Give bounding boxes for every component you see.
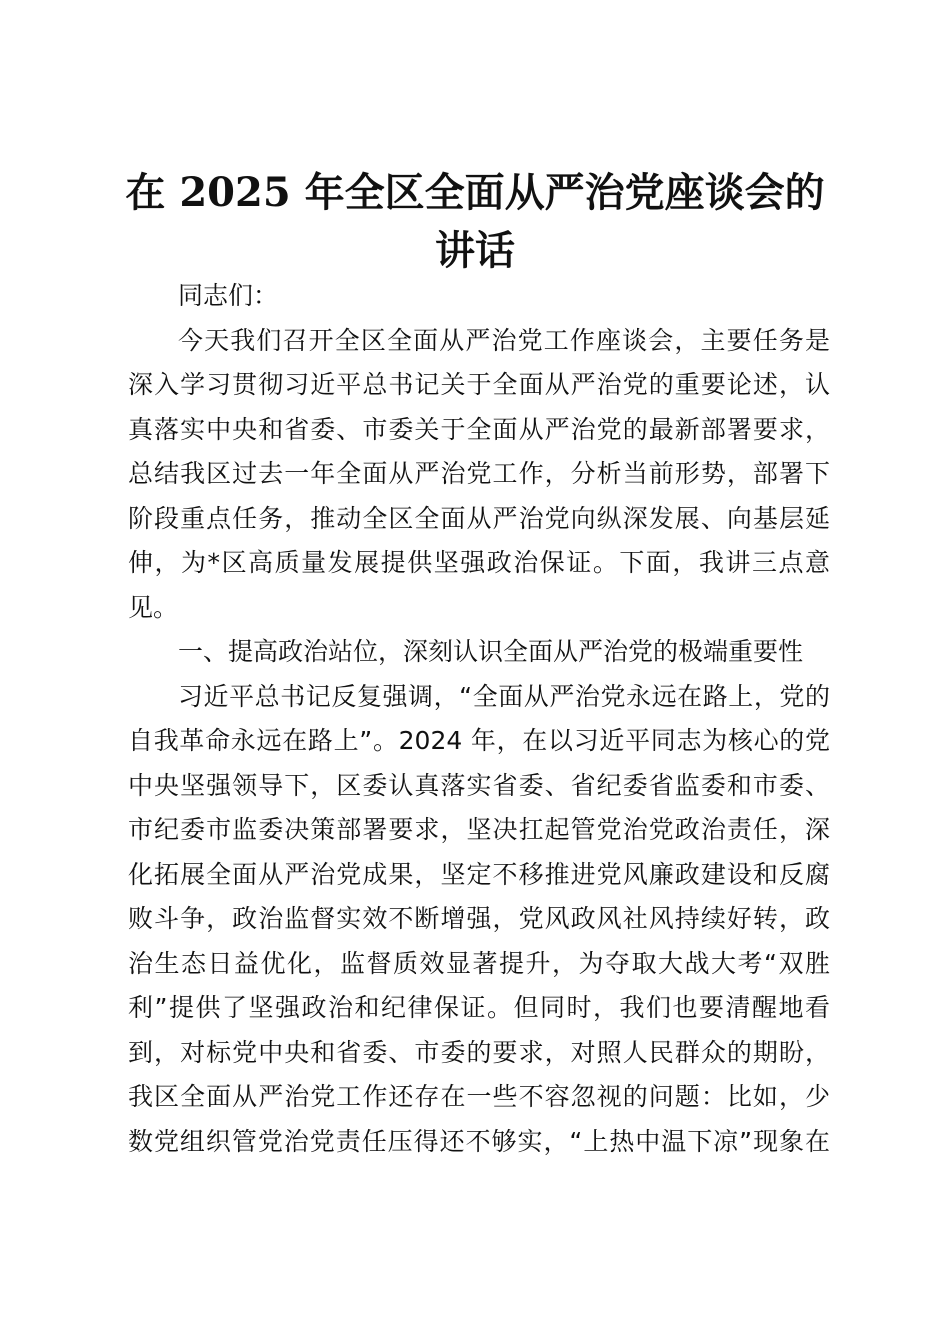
body-line: 真落实中央和省委、市委关于全面从严治党的最新部署要求， [128,414,830,444]
document-body [128,274,830,1164]
body-line: 中央坚强领导下，区委认真落实省委、省纪委省监委和市委、 [128,770,830,800]
body-line: 今天我们召开全区全面从严治党工作座谈会，主要任务是 [178,325,830,355]
body-line: 化拓展全面从严治党成果，坚定不移推进党风廉政建设和反腐 [128,859,830,889]
body-line: 败斗争，政治监督实效不断增强，党风政风社风持续好转，政 [128,904,830,933]
body-line: 市纪委市监委决策部署要求，坚决扛起管党治党政治责任，深 [128,815,830,844]
body-line: 到，对标党中央和省委、市委的要求，对照人民群众的期盼， [128,1037,830,1067]
title-line-2: 讲话 [435,227,515,274]
body-line: 我区全面从严治党工作还存在一些不容忽视的问题：比如，少 [128,1082,830,1111]
body-line: 数党组织管党治党责任压得还不够实，“上热中温下凉”现象在 [128,1126,830,1156]
body-line: 习近平总书记反复强调，“全面从严治党永远在路上，党的 [178,681,830,711]
body-line: 利”提供了坚强政治和纪律保证。但同时，我们也要清醒地看 [128,993,830,1022]
document-title [100,164,850,280]
body-line: 伸，为*区高质量发展提供坚强政治保证。下面，我讲三点意 [128,548,830,577]
body-line: 总结我区过去一年全面从严治党工作，分析当前形势，部署下 [128,459,830,488]
body-line: 自我革命永远在路上”。2024 年，在以习近平同志为核心的党 [128,726,830,755]
body-line: 阶段重点任务，推动全区全面从严治党向纵深发展、向基层延 [128,503,830,533]
body-line: 深入学习贯彻习近平总书记关于全面从严治党的重要论述，认 [128,370,830,399]
title-line-1: 在 2025 年全区全面从严治党座谈会的 [125,169,825,216]
body-line: 见。 [128,592,179,622]
section-heading: 一、提高政治站位，深刻认识全面从严治党的极端重要性 [178,637,804,666]
greeting-line: 同志们： [178,281,279,310]
body-line: 治生态日益优化，监督质效显著提升，为夺取大战大考“双胜 [128,948,830,978]
